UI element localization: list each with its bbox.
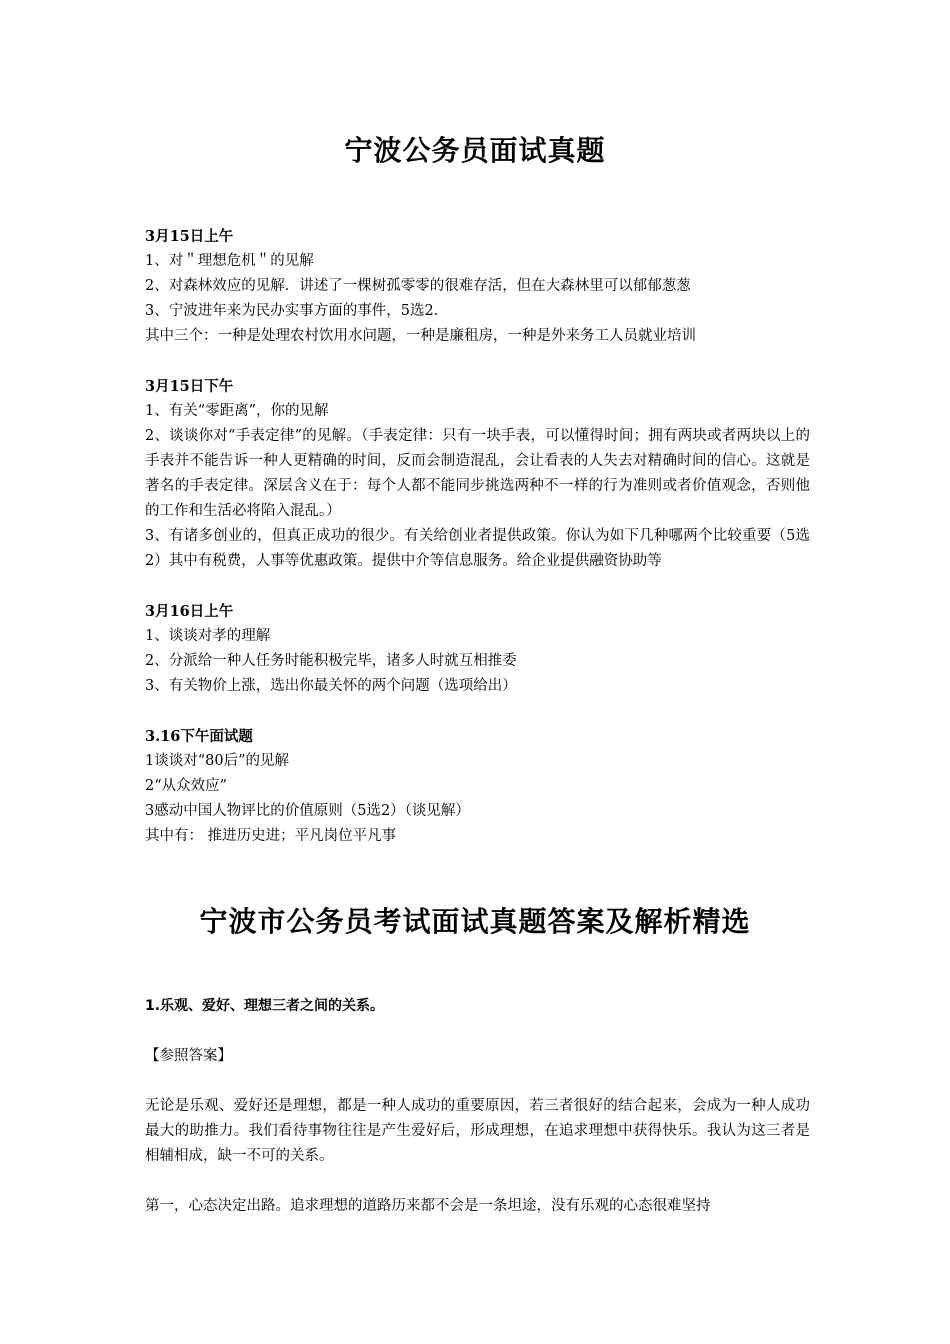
question-line: 2“从众效应” (145, 778, 228, 794)
reference-answer-label: 【参照答案】 (145, 1048, 232, 1064)
session-heading: 3月15日上午 (145, 228, 234, 245)
question-line: 1、对＂理想危机＂的见解 (145, 253, 314, 269)
question-line: 3、宁波进年来为民办实事方面的事件，5选2． (145, 303, 449, 319)
document-title: 宁波公务员面试真题 (344, 134, 606, 167)
question-line: 1、谈谈对孝的理解 (145, 628, 271, 644)
spacer (145, 1019, 810, 1044)
question-line: 3、有诸多创业的，但真正成功的很少。有关给创业者提供政策。你认为如下几种哪两个比较重要（5选2）其中有税费，人事等优惠政策。提供中介等信息服务。给企业提供融资协助等 (145, 528, 810, 569)
question-line: 1谈谈对“80后”的见解 (145, 753, 290, 769)
question-line: 其中三个：一种是处理农村饮用水问题，一种是廉租房，一种是外来务工人员就业培训 (145, 328, 696, 344)
question-line: 其中有： 推进历史进；平凡岗位平凡事 (145, 828, 397, 844)
question-line: 2、对森林效应的见解．讲述了一棵树孤零零的很难存活，但在大森林里可以郁郁葱葱 (145, 278, 691, 294)
session-heading: 3月16日上午 (145, 603, 234, 620)
question-line: 2、谈谈你对“手表定律”的见解。（手表定律：只有一块手表，可以懂得时间；拥有两块或者两块以上的手表并不能告诉一种人更精确的时间，反而会制造混乱，会让看表的人失去对精确时间的信心。这就是著名的手表定律。深层含义在于：每个人都不能同步挑选两种不一样的行为准则或者价值观念，否则他的工作和生活必将陷入混乱。） (145, 428, 810, 519)
session-heading: 3.16下午面试题 (145, 728, 253, 745)
session-section (145, 374, 810, 574)
spacer (145, 1069, 810, 1094)
question-line: 3感动中国人物评比的价值原则（5选2）（谈见解） (145, 803, 470, 819)
session-section (145, 224, 810, 349)
session-section (145, 724, 810, 849)
answer-paragraph: 无论是乐观、爱好还是理想，都是一种人成功的重要原因，若三者很好的结合起来，会成为一种人成功最大的助推力。我们看待事物往往是产生爱好后，形成理想，在追求理想中获得快乐。我认为这三者是相辅相成，缺一不可的关系。 (145, 1098, 810, 1164)
question-line: 3、有关物价上涨，选出你最关怀的两个问题（选项给出） (145, 678, 517, 694)
question-line: 2、分派给一种人任务时能积极完毕，诸多人时就互相推委 (145, 653, 517, 669)
answer-question-heading: 1.乐观、爱好、理想三者之间的关系。 (145, 998, 385, 1014)
answers-title: 宁波市公务员考试面试真题答案及解析精选 (199, 905, 751, 938)
question-line: 1、有关“零距离”，你的见解 (145, 403, 329, 419)
session-heading: 3月15日下午 (145, 378, 234, 395)
answers-block (145, 994, 810, 1219)
exam-questions-block (145, 224, 810, 874)
answer-paragraph: 第一，心态决定出路。追求理想的道路历来都不会是一条坦途，没有乐观的心态很难坚持 (145, 1198, 711, 1214)
spacer (145, 1169, 810, 1194)
session-section (145, 599, 810, 699)
